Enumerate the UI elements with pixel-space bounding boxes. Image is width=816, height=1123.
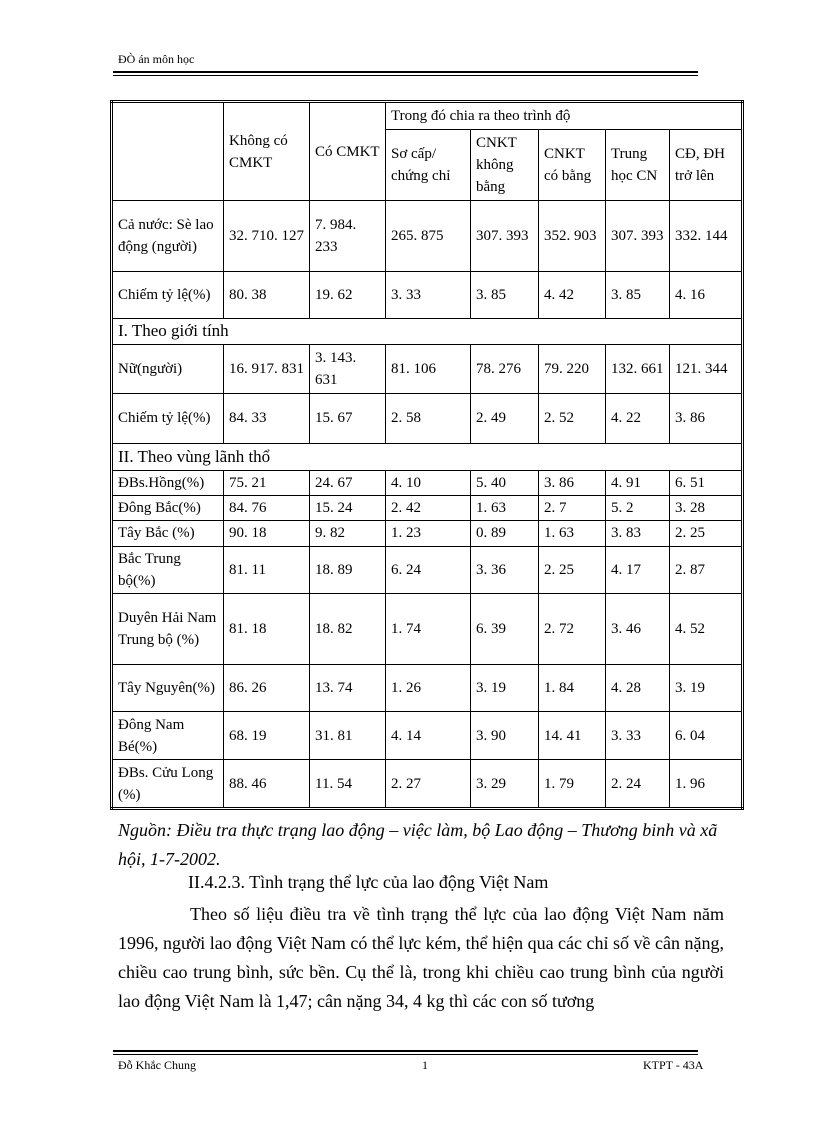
- table-cell: 3. 36: [471, 546, 539, 594]
- row-label: Tây Nguyên(%): [112, 665, 224, 712]
- section-heading: II.4.2.3. Tình trạng thể lực của lao động Việt Nam: [188, 872, 549, 892]
- table-cell: 3. 33: [386, 272, 471, 319]
- table-cell: 132. 661: [606, 345, 670, 394]
- table-cell: 2. 25: [539, 546, 606, 594]
- table-cell: 2. 24: [606, 760, 670, 809]
- table-cell: 6. 51: [670, 470, 743, 495]
- col-header-group: Trong đó chia ra theo trình độ: [386, 102, 743, 130]
- table-cell: 332. 144: [670, 201, 743, 272]
- table-cell: 3. 143. 631: [310, 345, 386, 394]
- table-row: [112, 201, 743, 272]
- table-row: [112, 760, 743, 809]
- row-label: Nữ(người): [112, 345, 224, 394]
- row-label: Bắc Trung bộ(%): [112, 546, 224, 594]
- col-header-cnkt-co-bang: CNKT có bằng: [539, 130, 606, 201]
- row-label: ĐBs. Cửu Long (%): [112, 760, 224, 809]
- table-cell: 265. 875: [386, 201, 471, 272]
- table-cell: 13. 74: [310, 665, 386, 712]
- table-cell: 18. 89: [310, 546, 386, 594]
- table-row: [112, 546, 743, 594]
- table-cell: 0. 89: [471, 521, 539, 546]
- table-cell: 2. 52: [539, 393, 606, 444]
- header-title: ĐÒ án môn học: [118, 52, 195, 66]
- table-cell: 3. 28: [670, 495, 743, 520]
- table-cell: 75. 21: [224, 470, 310, 495]
- table-cell: 18. 82: [310, 594, 386, 665]
- table-cell: 1. 96: [670, 760, 743, 809]
- table-cell: 3. 19: [471, 665, 539, 712]
- table-cell: 4. 91: [606, 470, 670, 495]
- table-cell: 81. 11: [224, 546, 310, 594]
- col-header-co-cmkt: Có CMKT: [310, 102, 386, 201]
- table-cell: 3. 85: [606, 272, 670, 319]
- table-row: [112, 393, 743, 444]
- footer-page-number: 1: [422, 1058, 428, 1072]
- table-cell: 15. 24: [310, 495, 386, 520]
- table-cell: 90. 18: [224, 521, 310, 546]
- row-label: Chiếm tỷ lệ(%): [112, 272, 224, 319]
- table-cell: 4. 10: [386, 470, 471, 495]
- table-corner-cell: [112, 102, 224, 201]
- table-cell: 24. 67: [310, 470, 386, 495]
- table-cell: 2. 58: [386, 393, 471, 444]
- footer-rule: [113, 1050, 698, 1052]
- table-cell: 3. 86: [670, 393, 743, 444]
- table-cell: 2. 49: [471, 393, 539, 444]
- table-row: [112, 711, 743, 760]
- table-cell: 3. 19: [670, 665, 743, 712]
- paragraph-text: Theo số liệu điều tra về tình trạng thể lực của lao động Việt Nam năm 1996, người lao động Việt Nam có thể lực kém, thể hiện qua các chỉ số về cân nặng, chiều cao trung bình, sức bền. Cụ thể là, trong khi chiều cao trung bình của người lao động Việt Nam là 1,47; cân nặng 34, 4 kg thì các con số tương: [118, 904, 724, 1011]
- section-gender-title: I. Theo giới tính: [112, 318, 743, 344]
- table-cell: 2. 87: [670, 546, 743, 594]
- table-cell: 78. 276: [471, 345, 539, 394]
- col-header-trung-hoc: Trung học CN: [606, 130, 670, 201]
- table-cell: 2. 72: [539, 594, 606, 665]
- section-region-title: II. Theo vùng lãnh thổ: [112, 444, 743, 470]
- table-cell: 88. 46: [224, 760, 310, 809]
- source-note: Nguồn: Điều tra thực trạng lao động – việc làm, bộ Lao động – Thương binh và xã hội, 1-7-2002.: [118, 820, 718, 869]
- table-cell: 1. 63: [471, 495, 539, 520]
- table-cell: 6. 24: [386, 546, 471, 594]
- table-cell: 1. 26: [386, 665, 471, 712]
- table-cell: 4. 52: [670, 594, 743, 665]
- table-cell: 3. 85: [471, 272, 539, 319]
- table-cell: 5. 2: [606, 495, 670, 520]
- row-label: Cả nước: Sè lao động (người): [112, 201, 224, 272]
- body-paragraph: [118, 900, 724, 1016]
- table-cell: 2. 25: [670, 521, 743, 546]
- table-cell: 3. 33: [606, 711, 670, 760]
- table-cell: 14. 41: [539, 711, 606, 760]
- row-label: Đông Nam Bé(%): [112, 711, 224, 760]
- table-cell: 4. 16: [670, 272, 743, 319]
- table-cell: 11. 54: [310, 760, 386, 809]
- table-cell: 15. 67: [310, 393, 386, 444]
- table-cell: 84. 33: [224, 393, 310, 444]
- table-cell: 3. 46: [606, 594, 670, 665]
- row-label: Tây Bắc (%): [112, 521, 224, 546]
- table-cell: 121. 344: [670, 345, 743, 394]
- table-cell: 81. 18: [224, 594, 310, 665]
- row-label: Chiếm tỷ lệ(%): [112, 393, 224, 444]
- table-cell: 5. 40: [471, 470, 539, 495]
- table-cell: 2. 27: [386, 760, 471, 809]
- table-row: [112, 521, 743, 546]
- table-cell: 32. 710. 127: [224, 201, 310, 272]
- table-cell: 68. 19: [224, 711, 310, 760]
- table-row: [112, 495, 743, 520]
- table-row: [112, 345, 743, 394]
- row-label: ĐBs.Hồng(%): [112, 470, 224, 495]
- table-cell: 4. 42: [539, 272, 606, 319]
- table-cell: 7. 984. 233: [310, 201, 386, 272]
- table-cell: 2. 42: [386, 495, 471, 520]
- table-row: [112, 470, 743, 495]
- col-header-cnkt-khong-bang: CNKT không bằng: [471, 130, 539, 201]
- table-cell: 1. 74: [386, 594, 471, 665]
- table-cell: 16. 917. 831: [224, 345, 310, 394]
- table-cell: 84. 76: [224, 495, 310, 520]
- footer-rule-thin: [113, 1054, 698, 1055]
- row-label: Duyên Hải Nam Trung bộ (%): [112, 594, 224, 665]
- table-cell: 80. 38: [224, 272, 310, 319]
- table-cell: 6. 39: [471, 594, 539, 665]
- header-rule: [113, 71, 698, 73]
- table-cell: 3. 90: [471, 711, 539, 760]
- table-cell: 3. 29: [471, 760, 539, 809]
- col-header-cd-dh: CĐ, ĐH trở lên: [670, 130, 743, 201]
- header-rule-thin: [113, 75, 698, 76]
- table-cell: 19. 62: [310, 272, 386, 319]
- table-cell: 1. 23: [386, 521, 471, 546]
- footer-author: Đỗ Khắc Chung: [118, 1058, 196, 1072]
- table-row: [112, 272, 743, 319]
- table-cell: 31. 81: [310, 711, 386, 760]
- table-row: [112, 594, 743, 665]
- table-cell: 3. 86: [539, 470, 606, 495]
- table-cell: 6. 04: [670, 711, 743, 760]
- table-cell: 1. 79: [539, 760, 606, 809]
- table-cell: 3. 83: [606, 521, 670, 546]
- table-cell: 79. 220: [539, 345, 606, 394]
- table-cell: 307. 393: [606, 201, 670, 272]
- table-cell: 4. 17: [606, 546, 670, 594]
- row-label: Đông Bắc(%): [112, 495, 224, 520]
- table-cell: 4. 22: [606, 393, 670, 444]
- table-row: [112, 665, 743, 712]
- table-cell: 352. 903: [539, 201, 606, 272]
- table-cell: 4. 28: [606, 665, 670, 712]
- table-cell: 86. 26: [224, 665, 310, 712]
- table-cell: 1. 84: [539, 665, 606, 712]
- table-cell: 4. 14: [386, 711, 471, 760]
- table-cell: 307. 393: [471, 201, 539, 272]
- col-header-so-cap: Sơ cấp/ chứng chỉ: [386, 130, 471, 201]
- table-cell: 9. 82: [310, 521, 386, 546]
- footer-class: KTPT - 43A: [643, 1058, 704, 1072]
- table-cell: 1. 63: [539, 521, 606, 546]
- table-cell: 81. 106: [386, 345, 471, 394]
- table-cell: 2. 7: [539, 495, 606, 520]
- col-header-no-cmkt: Không có CMKT: [224, 102, 310, 201]
- labor-statistics-table: [110, 100, 744, 810]
